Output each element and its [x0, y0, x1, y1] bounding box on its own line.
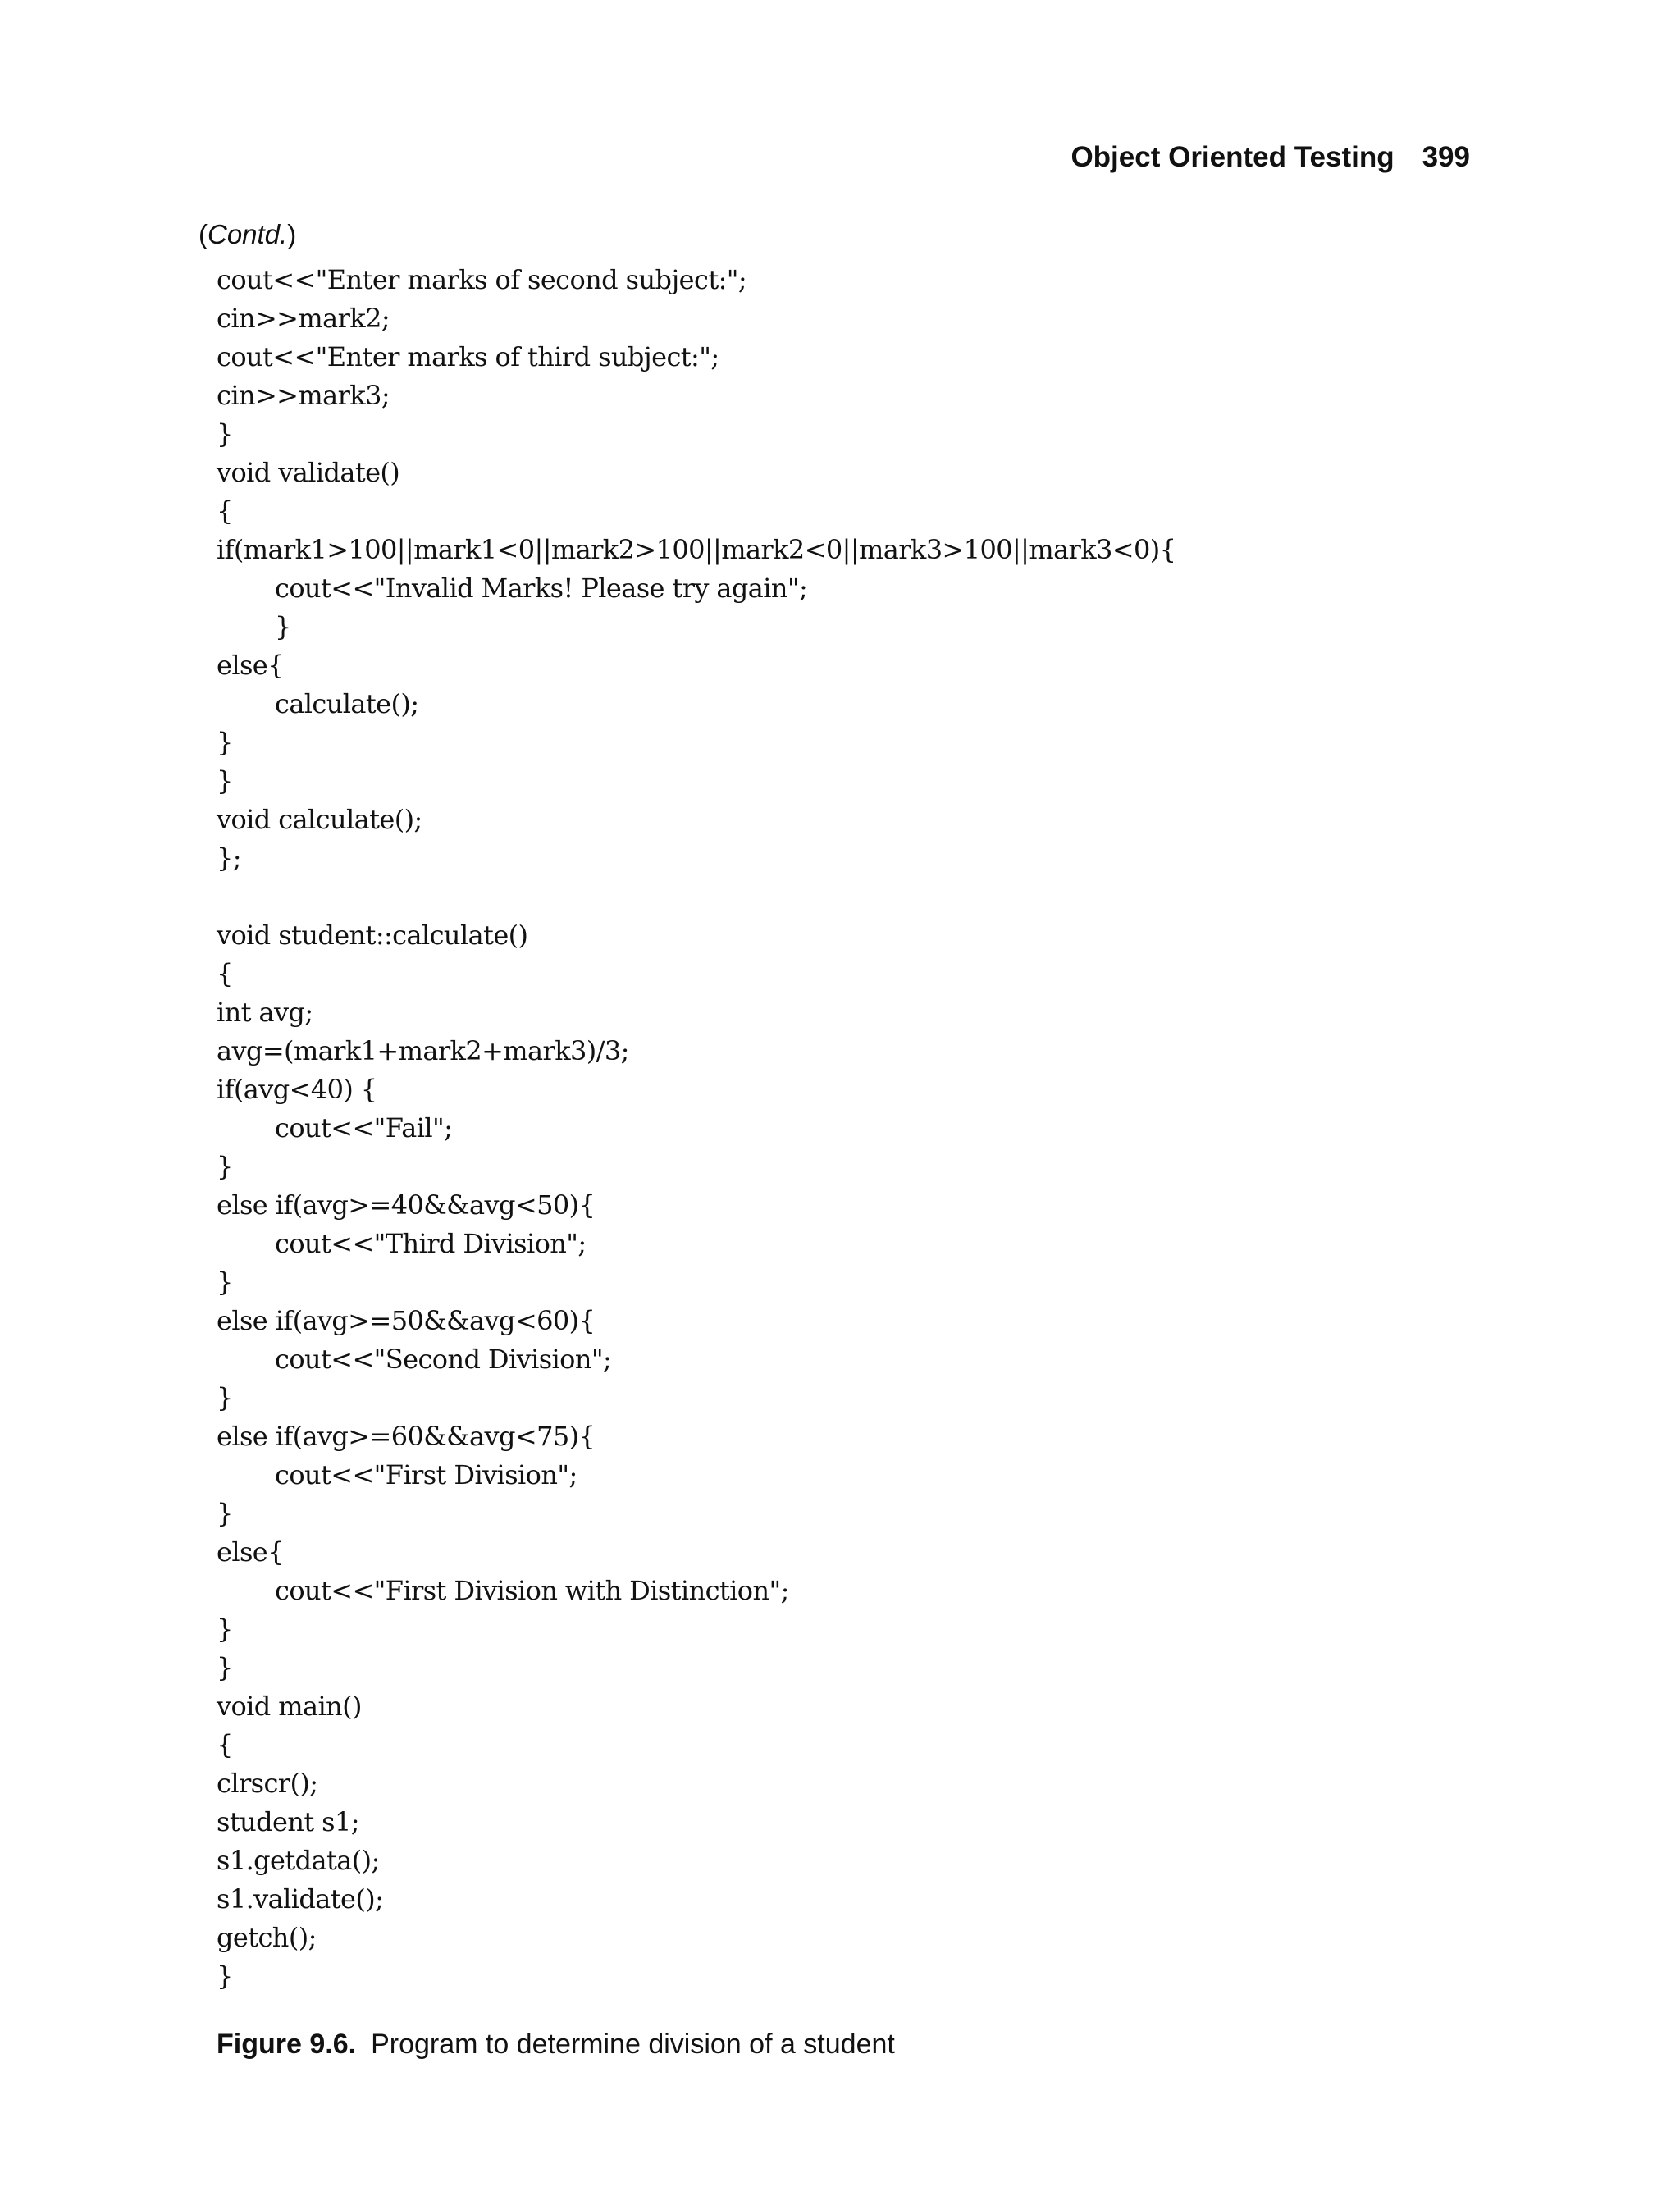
code-line: cout<<"Third Division";	[275, 1228, 587, 1259]
code-line: }	[217, 765, 233, 796]
code-line: void validate()	[217, 457, 400, 488]
code-line: getch();	[217, 1922, 317, 1953]
figure-caption-text: Program to determine division of a student	[371, 2029, 895, 2060]
code-line: s1.getdata();	[217, 1845, 380, 1876]
code-line: calculate();	[275, 688, 419, 719]
code-line: }	[217, 1498, 233, 1529]
code-line: }	[217, 1151, 233, 1182]
code-line: {	[217, 495, 233, 527]
code-line: else if(avg>=50&&avg<60){	[217, 1305, 596, 1336]
code-line: clrscr();	[217, 1768, 318, 1799]
page-number: 399	[1422, 141, 1470, 173]
code-line: cin>>mark2;	[217, 303, 390, 334]
code-line: cout<<"Enter marks of second subject:";	[217, 264, 747, 295]
code-line: cout<<"First Division";	[275, 1459, 578, 1490]
code-line: else{	[217, 650, 284, 681]
continued-close-paren: )	[287, 219, 297, 249]
code-line: if(mark1>100||mark1<0||mark2>100||mark2<0||mark3>100||mark3<0){	[217, 534, 1176, 565]
running-header-title: Object Oriented Testing	[1071, 141, 1395, 173]
code-line: cin>>mark3;	[217, 380, 390, 411]
code-line: }	[217, 1960, 233, 1992]
code-line: if(avg<40) {	[217, 1074, 377, 1105]
code-line: cout<<"First Division with Distinction";	[275, 1575, 789, 1606]
code-line: cout<<"Second Division";	[275, 1344, 612, 1375]
code-line: void calculate();	[217, 804, 422, 835]
code-line: else if(avg>=60&&avg<75){	[217, 1421, 596, 1452]
code-line	[217, 878, 1176, 916]
code-line: {	[217, 1729, 233, 1760]
code-line: }	[275, 611, 291, 642]
continued-text: Contd.	[208, 219, 288, 249]
code-line: }	[217, 727, 233, 758]
code-line: cout<<"Enter marks of third subject:";	[217, 341, 719, 372]
code-line: cout<<"Fail";	[275, 1112, 453, 1143]
code-line: int avg;	[217, 997, 313, 1028]
continued-open-paren: (	[199, 219, 208, 249]
code-line: }	[217, 1613, 233, 1645]
code-line: void student::calculate()	[217, 920, 528, 951]
figure-label: Figure 9.6.	[217, 2029, 357, 2060]
code-line: s1.validate();	[217, 1883, 384, 1915]
code-line: void main()	[217, 1691, 362, 1722]
code-line: else{	[217, 1536, 284, 1568]
running-header	[1071, 138, 1470, 177]
code-listing	[217, 261, 1176, 1996]
code-line: }	[217, 1382, 233, 1413]
code-line: }	[217, 1267, 233, 1298]
continued-label	[199, 215, 296, 254]
code-line: avg=(mark1+mark2+mark3)/3;	[217, 1035, 629, 1066]
code-line: };	[217, 842, 241, 874]
code-line: student s1;	[217, 1806, 359, 1837]
code-line: {	[217, 958, 233, 989]
figure-caption	[217, 2024, 895, 2064]
code-line: }	[217, 1652, 233, 1683]
code-line: }	[217, 418, 233, 450]
code-line: cout<<"Invalid Marks! Please try again";	[275, 573, 808, 604]
code-line: else if(avg>=40&&avg<50){	[217, 1189, 596, 1221]
